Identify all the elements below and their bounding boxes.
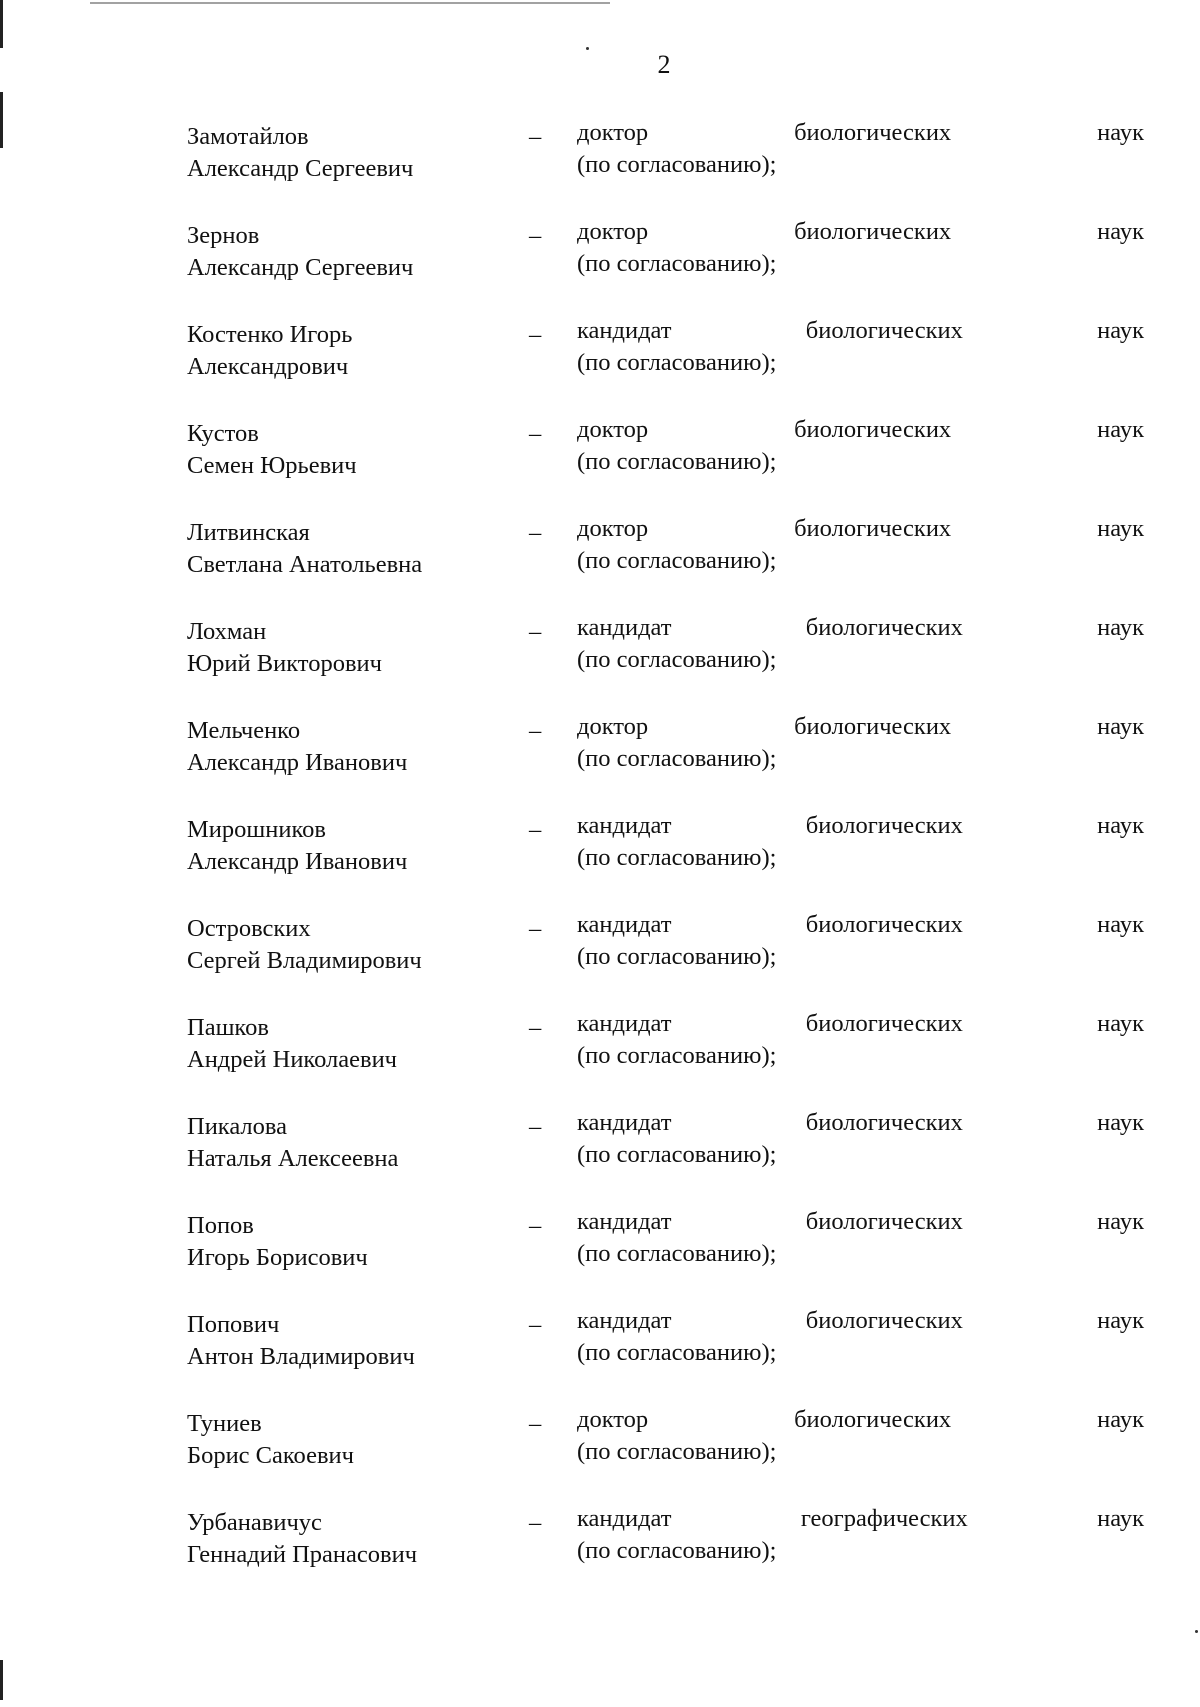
science-unit: наук xyxy=(1097,416,1144,443)
dash-separator: – xyxy=(529,1311,542,1338)
dash-separator: – xyxy=(529,222,542,249)
list-item xyxy=(0,414,1200,513)
member-surname: Костенко Игорь xyxy=(187,321,353,348)
member-description xyxy=(577,711,1144,775)
academic-degree: кандидат xyxy=(577,812,672,839)
member-name xyxy=(187,418,517,482)
agreement-note: (по согласованию); xyxy=(577,547,777,574)
member-description xyxy=(577,1107,1144,1171)
academic-degree: доктор xyxy=(577,713,649,740)
member-surname: Пикалова xyxy=(187,1113,288,1140)
dash-separator: – xyxy=(529,1509,542,1536)
science-unit: наук xyxy=(1097,1109,1144,1136)
agreement-note: (по согласованию); xyxy=(577,349,777,376)
science-unit: наук xyxy=(1097,713,1144,740)
science-field: биологических xyxy=(805,317,963,344)
agreement-note: (по согласованию); xyxy=(577,943,777,970)
academic-degree: кандидат xyxy=(577,911,672,938)
academic-degree: кандидат xyxy=(577,614,672,641)
member-list xyxy=(0,117,1200,1602)
science-unit: наук xyxy=(1097,317,1144,344)
academic-degree: кандидат xyxy=(577,317,672,344)
member-given-names: Александр Иванович xyxy=(187,848,408,875)
member-name xyxy=(187,616,517,680)
member-given-names: Семен Юрьевич xyxy=(187,452,357,479)
member-surname: Урбанавичус xyxy=(187,1509,322,1536)
member-surname: Попов xyxy=(187,1212,254,1239)
member-description xyxy=(577,810,1144,874)
member-given-names: Борис Сакоевич xyxy=(187,1442,354,1469)
academic-degree: доктор xyxy=(577,416,649,443)
member-description xyxy=(577,1206,1144,1270)
science-field: биологических xyxy=(805,1109,963,1136)
member-surname: Пашков xyxy=(187,1014,269,1041)
dash-separator: – xyxy=(529,1410,542,1437)
list-item xyxy=(0,1503,1200,1602)
academic-degree: доктор xyxy=(577,1406,649,1433)
member-description xyxy=(577,315,1144,379)
member-given-names: Наталья Алексеевна xyxy=(187,1145,399,1172)
scan-speck xyxy=(1195,1630,1198,1633)
dash-separator: – xyxy=(529,618,542,645)
list-item xyxy=(0,612,1200,711)
science-field: биологических xyxy=(794,515,952,542)
scan-margin-mark xyxy=(0,0,3,48)
science-unit: наук xyxy=(1097,1406,1144,1433)
agreement-note: (по согласованию); xyxy=(577,1042,777,1069)
member-description xyxy=(577,1404,1144,1468)
member-surname: Замотайлов xyxy=(187,123,309,150)
member-surname: Мельченко xyxy=(187,717,301,744)
agreement-note: (по согласованию); xyxy=(577,1438,777,1465)
science-unit: наук xyxy=(1097,812,1144,839)
member-surname: Попович xyxy=(187,1311,280,1338)
science-field: биологических xyxy=(805,614,963,641)
dash-separator: – xyxy=(529,816,542,843)
member-name xyxy=(187,1309,517,1373)
academic-degree: кандидат xyxy=(577,1010,672,1037)
member-description xyxy=(577,1305,1144,1369)
member-given-names: Александр Сергеевич xyxy=(187,155,414,182)
list-item xyxy=(0,117,1200,216)
member-description xyxy=(577,612,1144,676)
member-given-names: Светлана Анатольевна xyxy=(187,551,423,578)
member-name xyxy=(187,1408,517,1472)
member-name xyxy=(187,913,517,977)
member-surname: Зернов xyxy=(187,222,260,249)
list-item xyxy=(0,1008,1200,1107)
academic-degree: кандидат xyxy=(577,1208,672,1235)
member-description xyxy=(577,117,1144,181)
member-given-names: Александрович xyxy=(187,353,349,380)
agreement-note: (по согласованию); xyxy=(577,1141,777,1168)
dash-separator: – xyxy=(529,915,542,942)
member-name xyxy=(187,1507,517,1571)
list-item xyxy=(0,711,1200,810)
member-surname: Мирошников xyxy=(187,816,326,843)
scan-edge-line xyxy=(90,2,610,4)
member-name xyxy=(187,1210,517,1274)
academic-degree: доктор xyxy=(577,119,649,146)
member-given-names: Геннадий Пранасович xyxy=(187,1541,418,1568)
list-item xyxy=(0,1107,1200,1206)
science-field: биологических xyxy=(805,1010,963,1037)
member-given-names: Андрей Николаевич xyxy=(187,1046,397,1073)
member-name xyxy=(187,1012,517,1076)
dash-separator: – xyxy=(529,1113,542,1140)
member-surname: Островских xyxy=(187,915,311,942)
dash-separator: – xyxy=(529,123,542,150)
science-unit: наук xyxy=(1097,515,1144,542)
list-item xyxy=(0,909,1200,1008)
science-unit: наук xyxy=(1097,1307,1144,1334)
member-description xyxy=(577,1503,1144,1567)
dash-separator: – xyxy=(529,1212,542,1239)
science-field: биологических xyxy=(805,911,963,938)
agreement-note: (по согласованию); xyxy=(577,1240,777,1267)
science-field: биологических xyxy=(794,218,952,245)
member-name xyxy=(187,121,517,185)
science-field: биологических xyxy=(794,1406,952,1433)
list-item xyxy=(0,1404,1200,1503)
member-surname: Лохман xyxy=(187,618,267,645)
dash-separator: – xyxy=(529,321,542,348)
dash-separator: – xyxy=(529,420,542,447)
agreement-note: (по согласованию); xyxy=(577,448,777,475)
member-description xyxy=(577,216,1144,280)
agreement-note: (по согласованию); xyxy=(577,1537,777,1564)
page-number: 2 xyxy=(657,50,671,79)
member-name xyxy=(187,715,517,779)
agreement-note: (по согласованию); xyxy=(577,1339,777,1366)
member-name xyxy=(187,814,517,878)
academic-degree: доктор xyxy=(577,515,649,542)
list-item xyxy=(0,513,1200,612)
science-field: биологических xyxy=(794,119,952,146)
science-unit: наук xyxy=(1097,218,1144,245)
member-description xyxy=(577,513,1144,577)
member-name xyxy=(187,220,517,284)
dash-separator: – xyxy=(529,1014,542,1041)
member-name xyxy=(187,1111,517,1175)
agreement-note: (по согласованию); xyxy=(577,646,777,673)
member-name xyxy=(187,319,517,383)
science-field: географических xyxy=(800,1505,968,1532)
member-given-names: Сергей Владимирович xyxy=(187,947,422,974)
science-unit: наук xyxy=(1097,119,1144,146)
member-given-names: Александр Сергеевич xyxy=(187,254,414,281)
scan-margin-mark xyxy=(0,1660,3,1700)
academic-degree: доктор xyxy=(577,218,649,245)
dash-separator: – xyxy=(529,519,542,546)
member-given-names: Игорь Борисович xyxy=(187,1244,368,1271)
member-description xyxy=(577,1008,1144,1072)
member-given-names: Антон Владимирович xyxy=(187,1343,415,1370)
dash-separator: – xyxy=(529,717,542,744)
list-item xyxy=(0,1206,1200,1305)
science-unit: наук xyxy=(1097,614,1144,641)
agreement-note: (по согласованию); xyxy=(577,844,777,871)
list-item xyxy=(0,1305,1200,1404)
science-unit: наук xyxy=(1097,1505,1144,1532)
member-surname: Кустов xyxy=(187,420,259,447)
science-field: биологических xyxy=(805,1307,963,1334)
science-field: биологических xyxy=(794,713,952,740)
science-unit: наук xyxy=(1097,1010,1144,1037)
science-field: биологических xyxy=(805,812,963,839)
member-description xyxy=(577,909,1144,973)
science-unit: наук xyxy=(1097,1208,1144,1235)
member-surname: Литвинская xyxy=(187,519,310,546)
science-unit: наук xyxy=(1097,911,1144,938)
agreement-note: (по согласованию); xyxy=(577,250,777,277)
member-given-names: Юрий Викторович xyxy=(187,650,382,677)
academic-degree: кандидат xyxy=(577,1307,672,1334)
science-field: биологических xyxy=(794,416,952,443)
list-item xyxy=(0,216,1200,315)
agreement-note: (по согласованию); xyxy=(577,151,777,178)
member-description xyxy=(577,414,1144,478)
agreement-note: (по согласованию); xyxy=(577,745,777,772)
member-name xyxy=(187,517,517,581)
academic-degree: кандидат xyxy=(577,1505,672,1532)
member-given-names: Александр Иванович xyxy=(187,749,408,776)
list-item xyxy=(0,315,1200,414)
science-field: биологических xyxy=(805,1208,963,1235)
member-surname: Туниев xyxy=(187,1410,262,1437)
list-item xyxy=(0,810,1200,909)
academic-degree: кандидат xyxy=(577,1109,672,1136)
